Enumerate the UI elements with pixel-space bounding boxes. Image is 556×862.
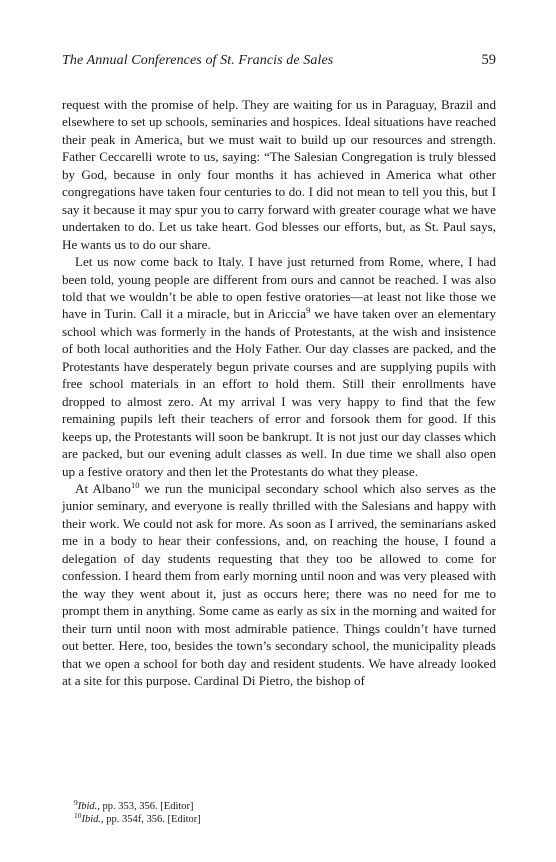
page-number: 59 (481, 52, 496, 68)
paragraph-3-text-a: At Albano (75, 480, 131, 496)
footnote-9 (74, 798, 494, 814)
footnote-text: , pp. 354f, 356. [Editor] (101, 813, 201, 825)
running-title: The Annual Conferences of St. Francis de Sales (62, 53, 334, 68)
body-text (62, 96, 496, 689)
footnote-number: 10 (74, 810, 82, 820)
footnote-text: , pp. 353, 356. [Editor] (97, 801, 194, 812)
footnote-ibid: Ibid. (81, 813, 102, 825)
paragraph-2-text-a: Let us now come back to Italy. I have just returned from Rome, where, I had been told, young people are different from ours and cannot be reached. I was also told that we wouldn’t be able to open festive oratories—at least not like those we have in Turin. Call it a miracle, but in Ariccia (62, 254, 496, 322)
running-header (62, 50, 496, 70)
paragraph-2 (62, 253, 496, 480)
footnote-ref-9[interactable]: 9 (306, 305, 311, 316)
footnote-10 (74, 810, 494, 827)
paragraph-1: request with the promise of help. They are waiting for us in Paraguay, Brazil and elsewhere to set up schools, seminaries and hospices. Ideal situations have reached their peak in America, but we must wait to build up our resources and strength. Father Ceccarelli wrote to us, saying: “The Salesian Congregation is truly blessed by God, because in only four months it has achieved in America what other congregations have taken four centuries to do. I did not mean to tell you this, but I say it because it may spur you to carry forward with greater courage what we have undertaken to do. Let us take heart. God blesses our efforts, but, as St. Paul says, He wants us to do our share. (62, 97, 496, 252)
footnote-number: 9 (74, 798, 78, 807)
footnote-ref-10[interactable]: 10 (130, 479, 140, 490)
footnotes (74, 798, 494, 826)
paragraph-3-text-b: we run the municipal secondary school which also serves as the junior seminary, and everyone is really thrilled with the Salesians and happy with their work. We could not ask for more. As soon as I arrived, the seminarians asked me in a body to hear their confessions, and, on reaching the house, I found a delegation of day students requesting that they too be allowed to come for confession. I heard them from early morning until noon and was very pleased with the way they went about it, just as occurs here; there was no need for me to prompt them in anything. Some came as early as six in the morning and waited for their turn until noon with most admirable patience. Things couldn’t have turned out better. Here, too, besides the town’s secondary school, the municipality pleads that we open a school for both day and resident students. We have already looked at a site for this purpose. Cardinal Di Pietro, the bishop of (62, 480, 496, 688)
paragraph-2-text-b: we have taken over an elementary school which was formerly in the hands of Protestants, at the wish and insistence of both local authorities and the Holy Father. Our day classes are packed, and the Protestants have desperately begun private courses and are supplying pupils with free school materials in an effort to hold them. Still their enrollments have dropped to almost zero. At my arrival I was very happy to find that the few remaining pupils left their teachers of error and forsook them for good. If this keeps up, the Protestants will soon be bankrupt. It is not just our day classes which are packed, but our evening adult classes as well. In due time we shall also open up a festive oratory and then let the Protestants do what they please. (62, 306, 497, 479)
paragraph-3 (62, 480, 496, 689)
footnote-ibid: Ibid. (77, 801, 98, 812)
